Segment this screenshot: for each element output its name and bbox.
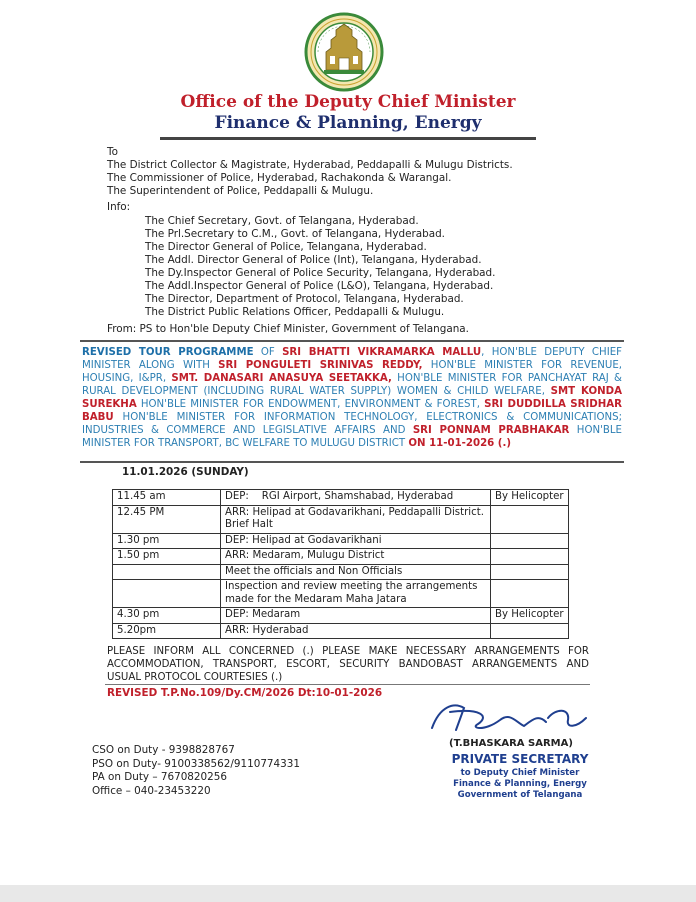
contact-line: PA on Duty – 7670820256	[92, 771, 227, 784]
info-line: The Director, Department of Protocol, Telangana, Hyderabad.	[145, 293, 464, 305]
info-line: The Director General of Police, Telangana, Hyderabad.	[145, 241, 427, 253]
time-cell: 5.20pm	[113, 623, 221, 639]
minister-name: SRI BHATTI VIKRAMARKA MALLU	[282, 347, 482, 358]
info-line: The Dy.Inspector General of Police Security, Telangana, Hyderabad.	[145, 267, 496, 279]
time-cell	[113, 580, 221, 608]
mode-cell	[491, 533, 569, 549]
signatory-line: to Deputy Chief Minister	[460, 768, 580, 778]
event-cell: DEP: Medaram	[221, 608, 491, 624]
programme-text: HON'BLE MINISTER FOR ENDOWMENT, ENVIRONMENT & FOREST,	[136, 399, 485, 410]
programme-title: REVISED TOUR PROGRAMME	[82, 347, 254, 358]
to-line: The Superintendent of Police, Peddapalli & Mulugu.	[107, 185, 374, 197]
signature-icon	[420, 698, 590, 740]
programme-text: HON'BLE MINISTER FOR INFORMATION TECHNOLOGY, ELECTRONICS & COMMUNICATIONS; INDUSTRIES & COMMERCE AND LEGISLATIVE AFFAIRS AND	[82, 412, 622, 436]
time-cell	[113, 564, 221, 580]
contacts-block	[92, 744, 300, 798]
to-block	[107, 146, 513, 214]
mode-cell: By Helicopter	[491, 608, 569, 624]
info-line: The Chief Secretary, Govt. of Telangana, Hyderabad.	[145, 215, 419, 227]
programme-text: HON'BLE MINISTER FOR TRANSPORT, BC WELFARE TO MULUGU DISTRICT	[82, 425, 622, 449]
minister-name: SMT. DANASARI ANASUYA SEETAKKA,	[171, 373, 392, 384]
event-cell: DEP: Helipad at Godavarikhani	[221, 533, 491, 549]
programme-text: , HON'BLE DEPUTY CHIEF MINISTER ALONG WITH	[82, 347, 622, 371]
event-cell	[221, 505, 491, 533]
from-divider	[80, 340, 624, 342]
info-label: Info:	[107, 201, 131, 213]
table-row	[113, 608, 569, 624]
event-cell: ARR: Hyderabad	[221, 623, 491, 639]
contact-line: Office – 040-23453220	[92, 784, 211, 797]
time-cell: 12.45 PM	[113, 505, 221, 533]
table-row	[113, 533, 569, 549]
info-line: The District Public Relations Officer, Peddapalli & Mulugu.	[145, 306, 445, 318]
programme-text: HON'BLE MINISTER FOR REVENUE, HOUSING, I&PR,	[82, 360, 622, 384]
table-row	[113, 564, 569, 580]
footer-band	[0, 885, 696, 902]
mode-cell	[491, 505, 569, 533]
minister-name: SRI PONNAM PRABHAKAR	[412, 425, 570, 436]
signatory-line: Government of Telangana	[457, 790, 583, 800]
table-row	[113, 580, 569, 608]
schedule-date: 11.01.2026 (SUNDAY)	[122, 466, 249, 478]
info-line: The Addl. Director General of Police (Int), Telangana, Hyderabad.	[145, 254, 482, 266]
signatory-title: PRIVATE SECRETARY	[451, 752, 589, 766]
time-cell: 11.45 am	[113, 490, 221, 506]
minister-name: SRI PONGULETI SRINIVAS REDDY,	[218, 360, 423, 371]
department-title: Finance & Planning, Energy	[214, 113, 482, 133]
table-row	[113, 490, 569, 506]
event-cell: DEP: RGI Airport, Shamshabad, Hyderabad	[221, 490, 491, 506]
mode-cell	[491, 549, 569, 565]
mode-cell	[491, 564, 569, 580]
header-divider	[160, 137, 536, 140]
table-row	[113, 623, 569, 639]
time-cell: 4.30 pm	[113, 608, 221, 624]
programme-paragraph	[82, 346, 622, 450]
programme-text: HON'BLE MINISTER FOR PANCHAYAT RAJ & RURAL DEVELOPMENT (INCLUDING RURAL WATER SUPPLY) WOMEN & CHILD WELFARE,	[82, 373, 622, 397]
mode-cell	[491, 580, 569, 608]
time-cell: 1.50 pm	[113, 549, 221, 565]
minister-name: SRI DUDDILLA SRIDHAR BABU	[82, 399, 622, 423]
instructions-note: PLEASE INFORM ALL CONCERNED (.) PLEASE MAKE NECESSARY ARRANGEMENTS FOR ACCOMMODATION, TRANSPORT, ESCORT, SECURITY BANDOBAST ARRANGEMENTS AND USUAL PROTOCOL COURTESIES (.)	[107, 646, 589, 683]
from-line: From: PS to Hon'ble Deputy Chief Minister, Government of Telangana.	[107, 323, 469, 335]
event-cell: Inspection and review meeting the arrangements made for the Medaram Maha Jatara	[221, 580, 491, 608]
office-title: Office of the Deputy Chief Minister	[180, 92, 516, 112]
event-cell: Meet the officials and Non Officials	[221, 564, 491, 580]
to-line: The Commissioner of Police, Hyderabad, Rachakonda & Warangal.	[107, 172, 452, 184]
event-text: ARR: Helipad at Godavarikhani, Peddapalli District.	[225, 506, 484, 518]
table-row	[113, 505, 569, 533]
info-block	[145, 215, 495, 319]
signatory-line: Finance & Planning, Energy	[453, 779, 587, 789]
event-note: Brief Halt	[225, 519, 273, 530]
contact-line: PSO on Duty- 9100338562/9110774331	[92, 757, 300, 770]
event-cell: ARR: Medaram, Mulugu District	[221, 549, 491, 565]
programme-text: OF	[253, 347, 283, 358]
revised-reference: REVISED T.P.No.109/Dy.CM/2026 Dt:10-01-2026	[107, 687, 383, 699]
table-row	[113, 549, 569, 565]
to-line: The District Collector & Magistrate, Hyderabad, Peddapalli & Mulugu Districts.	[107, 159, 513, 171]
note-divider	[105, 684, 590, 685]
signatory-name: (T.BHASKARA SARMA)	[449, 738, 573, 749]
programme-divider	[80, 461, 624, 463]
info-line: The Addl.Inspector General of Police (L&O), Telangana, Hyderabad.	[145, 280, 494, 292]
to-label: To	[107, 146, 118, 158]
mode-cell: By Helicopter	[491, 490, 569, 506]
minister-name: SMT KONDA SUREKHA	[82, 386, 623, 410]
mode-cell	[491, 623, 569, 639]
time-cell: 1.30 pm	[113, 533, 221, 549]
government-seal-icon	[304, 12, 384, 92]
info-line: The Prl.Secretary to C.M., Govt. of Telangana, Hyderabad.	[145, 228, 445, 240]
contact-line: CSO on Duty - 9398828767	[92, 744, 235, 756]
programme-date: ON 11-01-2026 (.)	[408, 438, 511, 449]
schedule-table	[112, 489, 569, 639]
